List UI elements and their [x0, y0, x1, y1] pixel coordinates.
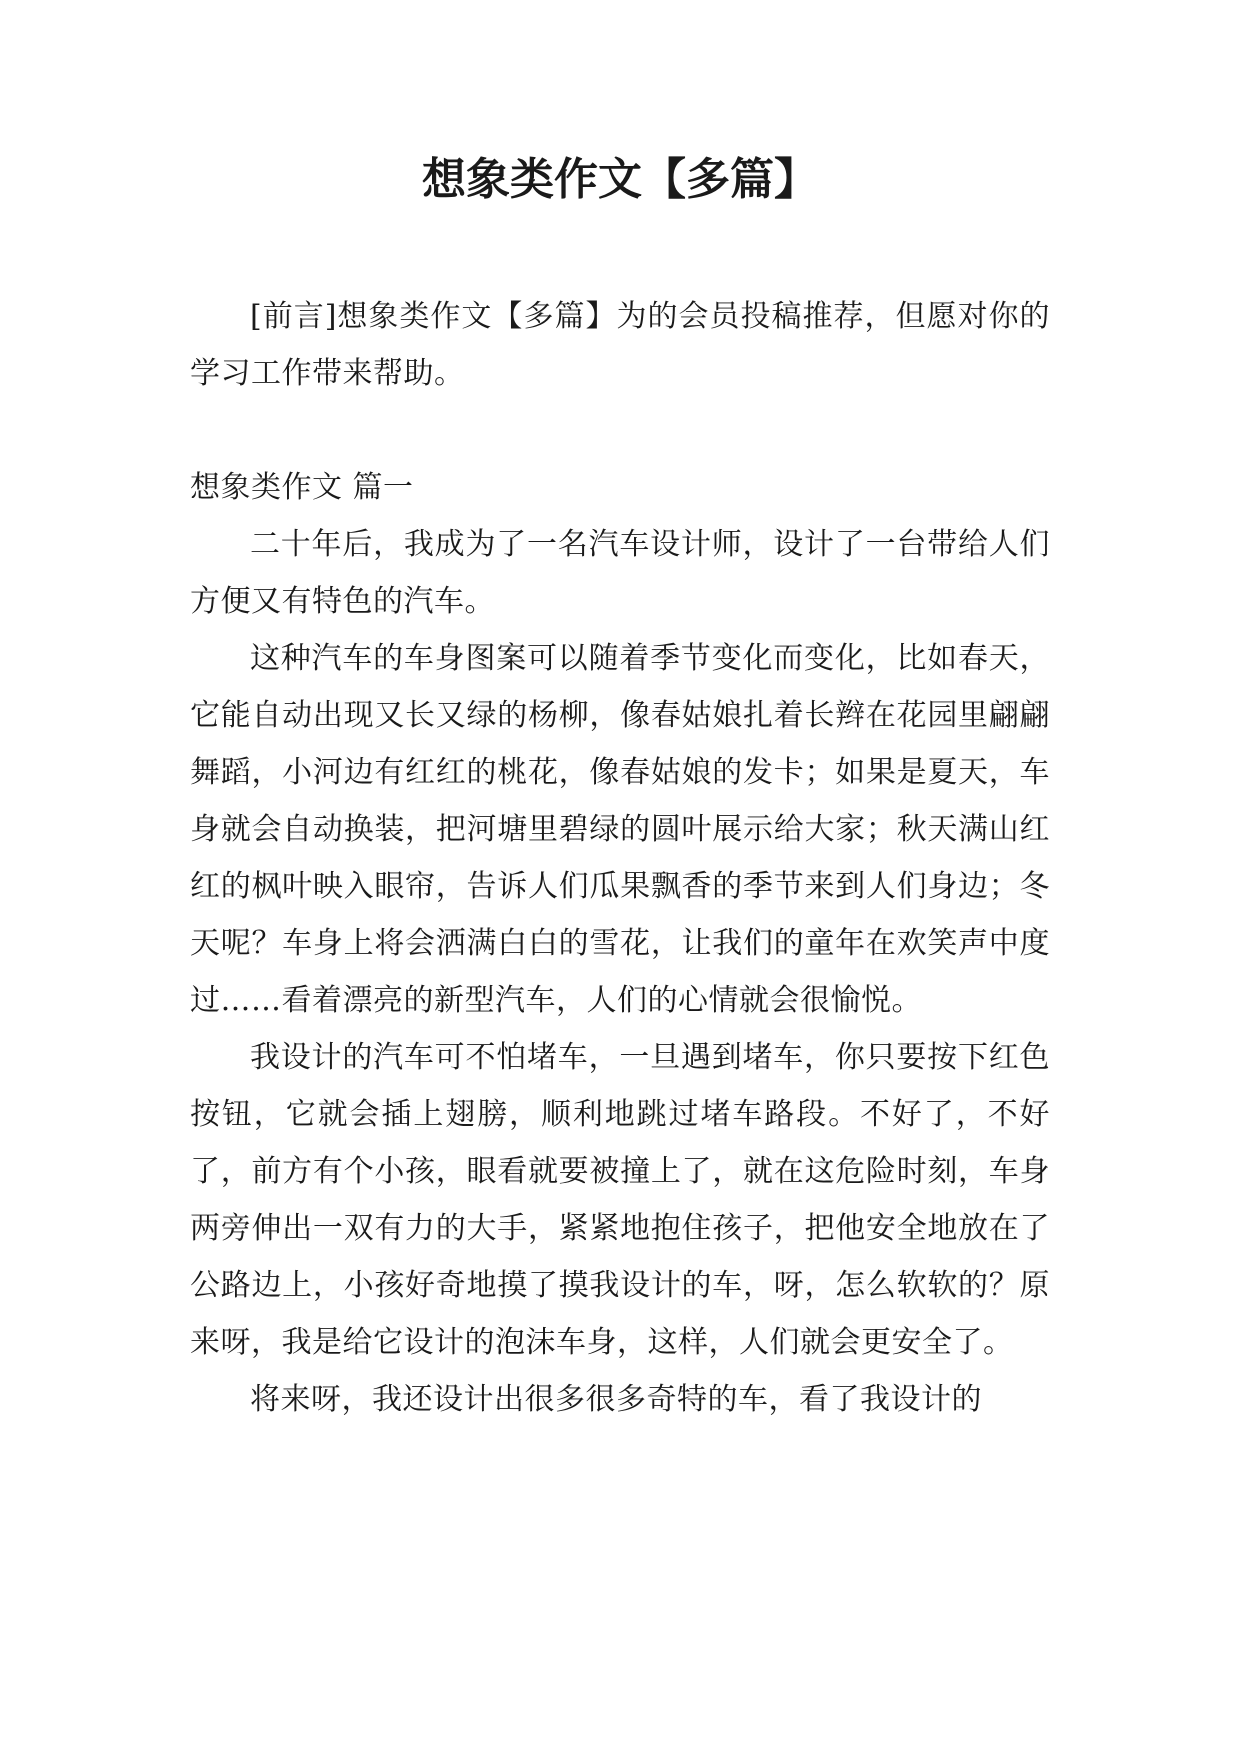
document-title: 想象类作文【多篇】: [422, 154, 818, 205]
body-paragraph: 二十年后，我成为了一名汽车设计师，设计了一台带给人们方便又有特色的汽车。: [190, 527, 1050, 619]
document-body: [190, 288, 1050, 1428]
preface-paragraph: [前言]想象类作文【多篇】为的会员投稿推荐，但愿对你的学习工作带来帮助。: [190, 299, 1050, 391]
paragraph-spacer: [190, 402, 1050, 459]
body-paragraph: 我设计的汽车可不怕堵车，一旦遇到堵车，你只要按下红色按钮，它就会插上翅膀，顺利地跳过堵车路段。不好了，不好了，前方有个小孩，眼看就要被撞上了，就在这危险时刻，车身两旁伸出一双有力的大手，紧紧地抱住孩子，把他安全地放在了公路边上，小孩好奇地摸了摸我设计的车，呀，怎么软软的？原来呀，我是给它设计的泡沫车身，这样，人们就会更安全了。: [190, 1040, 1050, 1360]
section-heading: 想象类作文 篇一: [190, 470, 414, 505]
document-page: [190, 0, 1050, 1754]
body-paragraph: 这种汽车的车身图案可以随着季节变化而变化，比如春天，它能自动出现又长又绿的杨柳，像春姑娘扎着长辫在花园里翩翩舞蹈，小河边有红红的桃花，像春姑娘的发卡；如果是夏天，车身就会自动换装，把河塘里碧绿的圆叶展示给大家；秋天满山红红的枫叶映入眼帘，告诉人们瓜果飘香的季节来到人们身边；冬天呢？车身上将会洒满白白的雪花，让我们的童年在欢笑声中度过……看着漂亮的新型汽车，人们的心情就会很愉悦。: [190, 641, 1050, 1018]
body-paragraph: 将来呀，我还设计出很多很多奇特的车，看了我设计的: [250, 1382, 982, 1417]
